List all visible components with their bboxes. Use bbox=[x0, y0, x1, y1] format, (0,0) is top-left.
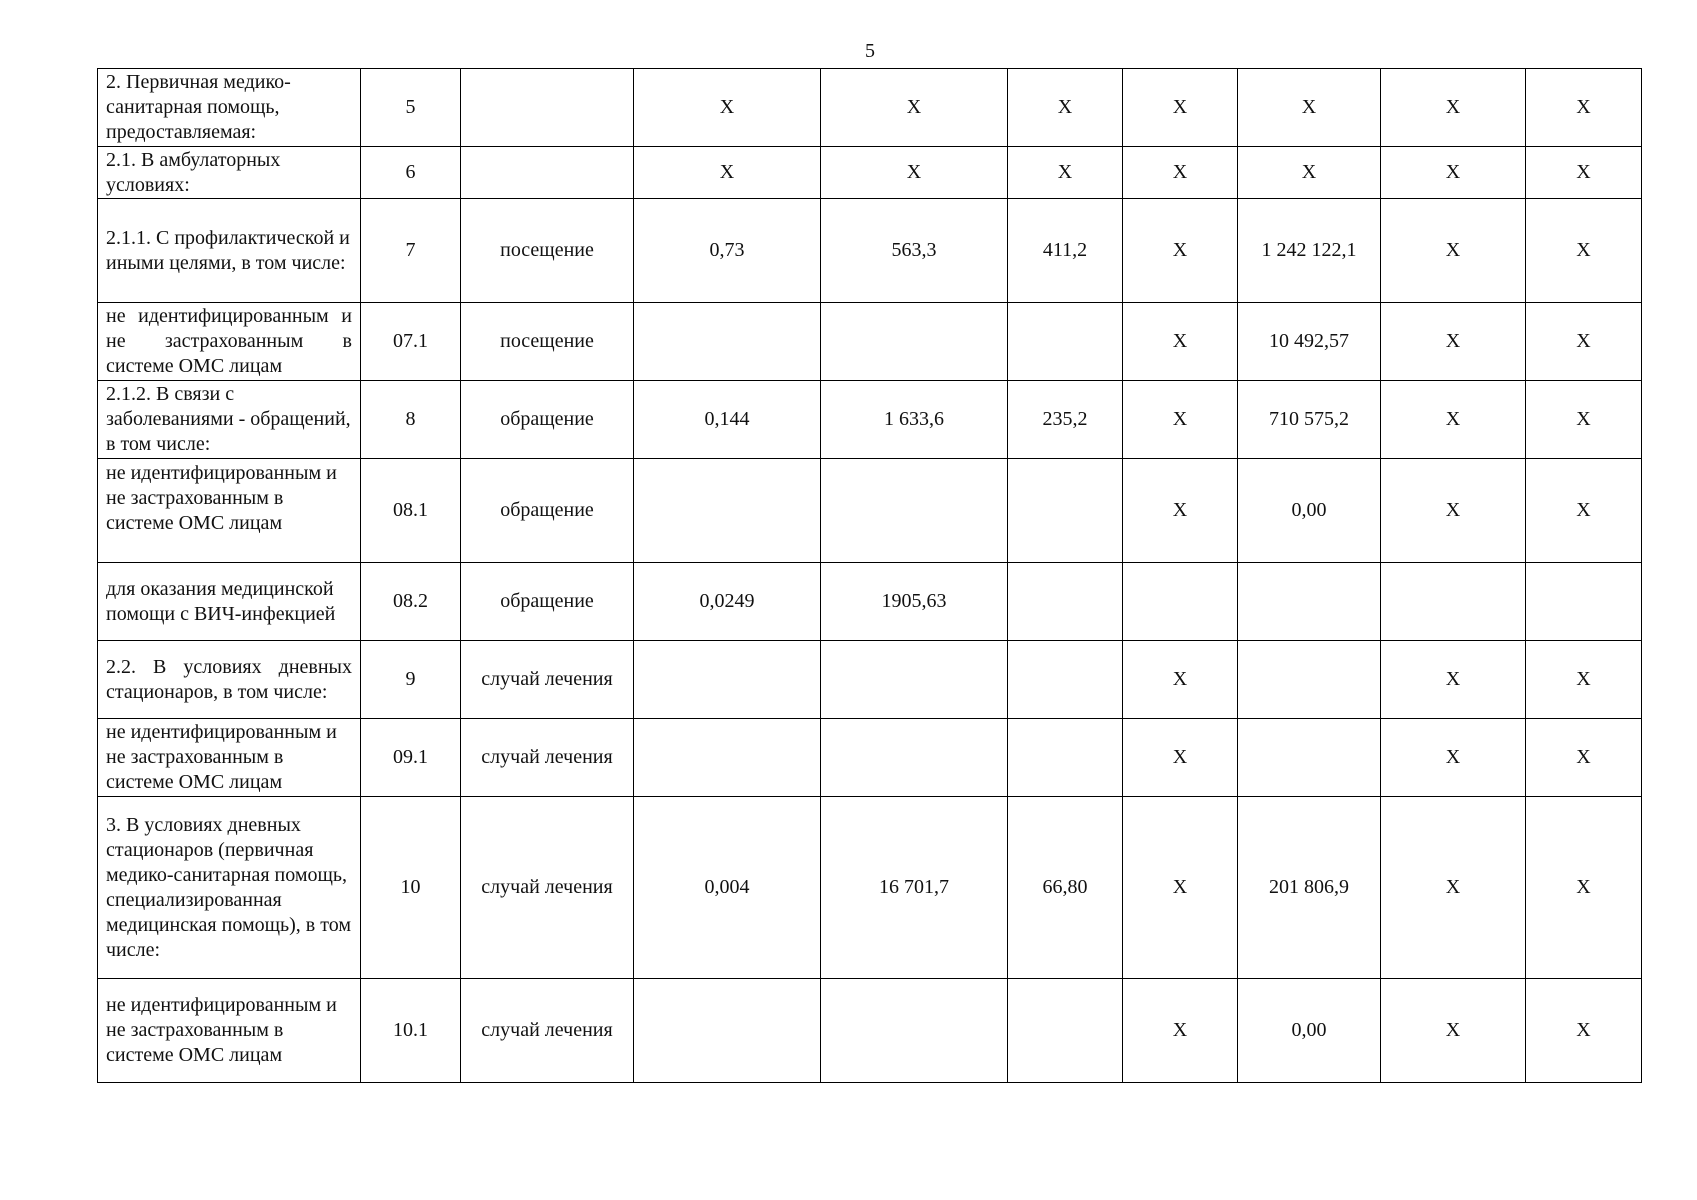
cell-col5: 563,3 bbox=[821, 199, 1008, 303]
cell-col9: X bbox=[1381, 979, 1526, 1083]
cell-col7: X bbox=[1123, 381, 1238, 459]
row-code: 10 bbox=[361, 797, 461, 979]
cell-col8 bbox=[1238, 563, 1381, 641]
cell-col9: X bbox=[1381, 381, 1526, 459]
cell-col4 bbox=[634, 303, 821, 381]
row-code: 09.1 bbox=[361, 719, 461, 797]
cell-col9: X bbox=[1381, 641, 1526, 719]
cell-col4: 0,004 bbox=[634, 797, 821, 979]
row-unit: посещение bbox=[461, 303, 634, 381]
cell-col8 bbox=[1238, 641, 1381, 719]
row-unit: случай лечения bbox=[461, 719, 634, 797]
cell-col4: 0,0249 bbox=[634, 563, 821, 641]
row-name: 2. Первичная медико-санитарная помощь, предоставляемая: bbox=[98, 69, 361, 147]
cell-col10: X bbox=[1526, 69, 1642, 147]
row-unit bbox=[461, 69, 634, 147]
cell-col4 bbox=[634, 641, 821, 719]
table-row bbox=[98, 199, 1642, 303]
cell-col5: X bbox=[821, 147, 1008, 199]
row-name: не идентифицированным и не застрахованным в системе ОМС лицам bbox=[98, 303, 361, 381]
cell-col6: 235,2 bbox=[1008, 381, 1123, 459]
cell-col5 bbox=[821, 979, 1008, 1083]
table-row bbox=[98, 641, 1642, 719]
cell-col5 bbox=[821, 719, 1008, 797]
row-unit: случай лечения bbox=[461, 641, 634, 719]
cell-col6: X bbox=[1008, 147, 1123, 199]
cell-col8: 710 575,2 bbox=[1238, 381, 1381, 459]
table-row bbox=[98, 381, 1642, 459]
cell-col9 bbox=[1381, 563, 1526, 641]
cell-col4 bbox=[634, 979, 821, 1083]
cell-col5 bbox=[821, 459, 1008, 563]
cell-col10: X bbox=[1526, 147, 1642, 199]
row-code: 8 bbox=[361, 381, 461, 459]
row-unit: посещение bbox=[461, 199, 634, 303]
row-name: не идентифицированным и не застрахованным в системе ОМС лицам bbox=[98, 459, 361, 563]
cell-col4 bbox=[634, 459, 821, 563]
cell-col10: X bbox=[1526, 797, 1642, 979]
row-name: 3. В условиях дневных стационаров (первичная медико-санитарная помощь, специализированная медицинская помощь), в том числе: bbox=[98, 797, 361, 979]
cell-col7: X bbox=[1123, 147, 1238, 199]
cell-col7: X bbox=[1123, 459, 1238, 563]
row-code: 10.1 bbox=[361, 979, 461, 1083]
page-number: 5 bbox=[865, 40, 875, 62]
row-name: 2.1.2. В связи с заболеваниями - обращений, в том числе: bbox=[98, 381, 361, 459]
table-row bbox=[98, 69, 1642, 147]
cell-col6: X bbox=[1008, 69, 1123, 147]
cell-col10 bbox=[1526, 563, 1642, 641]
cell-col9: X bbox=[1381, 147, 1526, 199]
row-name: 2.1.1. С профилактической и иными целями, в том числе: bbox=[98, 199, 361, 303]
cell-col8: 0,00 bbox=[1238, 459, 1381, 563]
row-unit: обращение bbox=[461, 459, 634, 563]
cell-col5 bbox=[821, 641, 1008, 719]
row-code: 6 bbox=[361, 147, 461, 199]
cell-col9: X bbox=[1381, 719, 1526, 797]
cell-col10: X bbox=[1526, 719, 1642, 797]
table-row bbox=[98, 563, 1642, 641]
cell-col5: 16 701,7 bbox=[821, 797, 1008, 979]
table-row bbox=[98, 719, 1642, 797]
cell-col9: X bbox=[1381, 797, 1526, 979]
table-row bbox=[98, 797, 1642, 979]
cell-col4 bbox=[634, 719, 821, 797]
row-unit: обращение bbox=[461, 381, 634, 459]
row-code: 08.1 bbox=[361, 459, 461, 563]
row-code: 9 bbox=[361, 641, 461, 719]
cell-col9: X bbox=[1381, 459, 1526, 563]
row-code: 7 bbox=[361, 199, 461, 303]
table-row bbox=[98, 459, 1642, 563]
cell-col8: 201 806,9 bbox=[1238, 797, 1381, 979]
cell-col8 bbox=[1238, 719, 1381, 797]
cell-col6 bbox=[1008, 979, 1123, 1083]
cell-col7: X bbox=[1123, 719, 1238, 797]
cell-col7: X bbox=[1123, 199, 1238, 303]
cell-col6 bbox=[1008, 563, 1123, 641]
cell-col8: 10 492,57 bbox=[1238, 303, 1381, 381]
cell-col7: X bbox=[1123, 303, 1238, 381]
cell-col8: 0,00 bbox=[1238, 979, 1381, 1083]
row-unit: обращение bbox=[461, 563, 634, 641]
cell-col6 bbox=[1008, 719, 1123, 797]
row-unit: случай лечения bbox=[461, 797, 634, 979]
cell-col9: X bbox=[1381, 69, 1526, 147]
cell-col5: X bbox=[821, 69, 1008, 147]
cell-col7: X bbox=[1123, 979, 1238, 1083]
cell-col5: 1905,63 bbox=[821, 563, 1008, 641]
cell-col10: X bbox=[1526, 641, 1642, 719]
cell-col10: X bbox=[1526, 303, 1642, 381]
table-row bbox=[98, 147, 1642, 199]
row-name: 2.2. В условиях дневных стационаров, в том числе: bbox=[98, 641, 361, 719]
table-row bbox=[98, 303, 1642, 381]
cell-col9: X bbox=[1381, 199, 1526, 303]
cell-col10: X bbox=[1526, 979, 1642, 1083]
cell-col4: 0,73 bbox=[634, 199, 821, 303]
cell-col7: X bbox=[1123, 641, 1238, 719]
medical-care-table bbox=[97, 68, 1642, 1083]
cell-col7 bbox=[1123, 563, 1238, 641]
row-code: 07.1 bbox=[361, 303, 461, 381]
cell-col10: X bbox=[1526, 199, 1642, 303]
row-code: 08.2 bbox=[361, 563, 461, 641]
cell-col6: 411,2 bbox=[1008, 199, 1123, 303]
cell-col10: X bbox=[1526, 459, 1642, 563]
cell-col6 bbox=[1008, 459, 1123, 563]
cell-col4: 0,144 bbox=[634, 381, 821, 459]
cell-col4: X bbox=[634, 69, 821, 147]
cell-col7: X bbox=[1123, 797, 1238, 979]
cell-col4: X bbox=[634, 147, 821, 199]
cell-col8: X bbox=[1238, 69, 1381, 147]
cell-col8: 1 242 122,1 bbox=[1238, 199, 1381, 303]
cell-col5 bbox=[821, 303, 1008, 381]
cell-col6 bbox=[1008, 303, 1123, 381]
row-name: 2.1. В амбулаторных условиях: bbox=[98, 147, 361, 199]
row-name: не идентифицированным и не застрахованным в системе ОМС лицам bbox=[98, 719, 361, 797]
cell-col10: X bbox=[1526, 381, 1642, 459]
cell-col8: X bbox=[1238, 147, 1381, 199]
cell-col6: 66,80 bbox=[1008, 797, 1123, 979]
cell-col5: 1 633,6 bbox=[821, 381, 1008, 459]
cell-col6 bbox=[1008, 641, 1123, 719]
row-name: для оказания медицинской помощи с ВИЧ-инфекцией bbox=[98, 563, 361, 641]
cell-col7: X bbox=[1123, 69, 1238, 147]
table-row bbox=[98, 979, 1642, 1083]
row-name: не идентифицированным и не застрахованным в системе ОМС лицам bbox=[98, 979, 361, 1083]
cell-col9: X bbox=[1381, 303, 1526, 381]
row-unit: случай лечения bbox=[461, 979, 634, 1083]
row-unit bbox=[461, 147, 634, 199]
row-code: 5 bbox=[361, 69, 461, 147]
